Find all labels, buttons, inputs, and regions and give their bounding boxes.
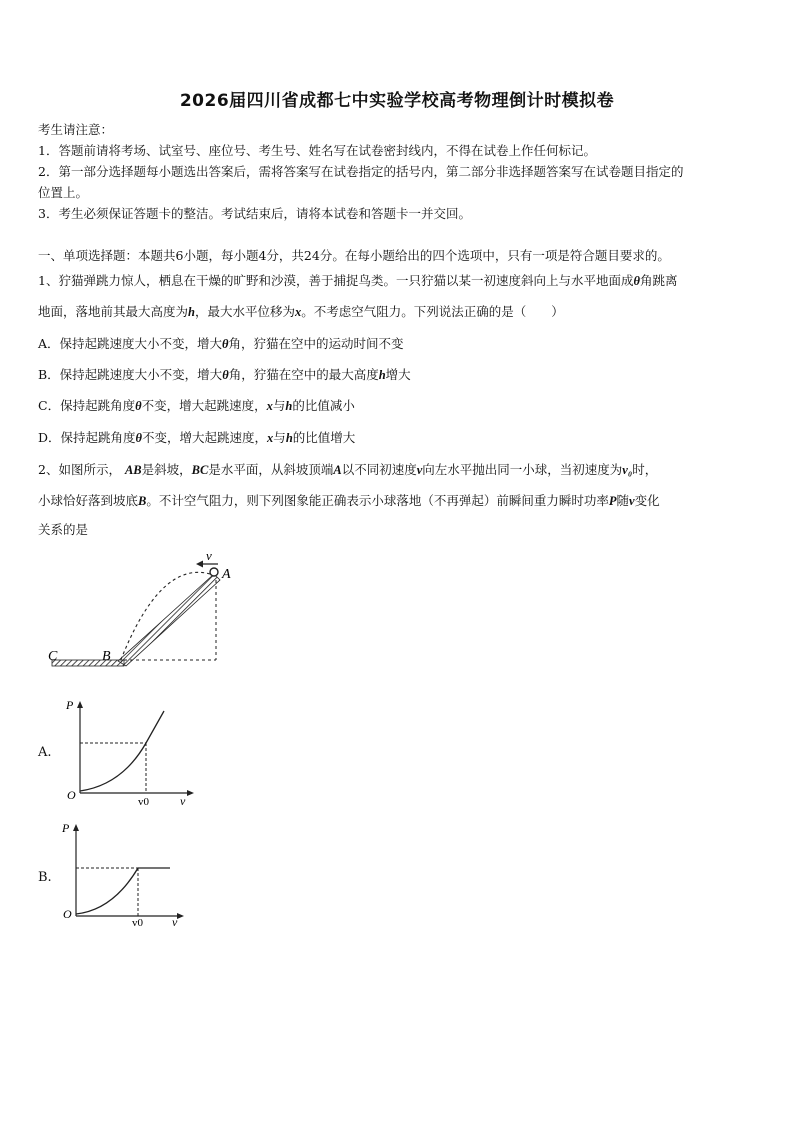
q1-line1 <box>38 271 758 289</box>
q1-option-d <box>38 428 758 446</box>
axis-label-p: P <box>66 698 74 712</box>
x-symbol: x <box>267 431 274 445</box>
option-text: 与 <box>272 398 286 413</box>
option-text: 的比值减小 <box>292 398 355 413</box>
ground-hatch <box>52 660 124 666</box>
graph-a-label: A. <box>38 745 52 760</box>
h-symbol: h <box>188 305 195 319</box>
graph-a <box>62 695 202 810</box>
q2-text: 向左水平抛出同一小球，当初速度为 <box>422 462 623 477</box>
q2-text: 小球恰好落到坡底 <box>38 493 139 508</box>
notice-item-2-cont: 位置上。 <box>38 185 89 200</box>
y-axis-arrow-icon <box>77 701 83 708</box>
a-symbol: A <box>333 463 342 477</box>
q1-text: 地面，落地前其最大高度为 <box>38 304 189 319</box>
q1-option-b <box>38 365 758 383</box>
h-symbol: h <box>285 399 293 413</box>
slope-hatch <box>118 574 220 666</box>
slope-figure <box>40 550 240 675</box>
q2-text: 2、如图所示， <box>38 462 121 477</box>
h-symbol: h <box>285 431 293 445</box>
q1-option-c <box>38 396 758 414</box>
option-text: C．保持起跳角度 <box>38 398 136 413</box>
label-a: A <box>222 567 231 582</box>
notice-item-2: 2．第一部分选择题每小题选出答案后，需将答案写在试卷指定的括号内，第二部分非选择题答案写在试卷题目指定的 <box>38 164 684 179</box>
v-symbol: v <box>416 463 423 477</box>
ab-symbol: AB <box>124 463 142 477</box>
label-v: v <box>206 548 212 563</box>
q2-line3: 关系的是 <box>38 522 89 537</box>
x-symbol: x <box>266 399 273 413</box>
h-symbol: h <box>378 368 386 382</box>
axis-label-v: v <box>172 915 178 929</box>
axis-label-p: P <box>62 821 70 835</box>
v0-label: v0 <box>138 796 149 808</box>
label-b: B <box>102 649 111 664</box>
arrow-head-icon <box>196 561 203 568</box>
notice-item-3: 3．考生必须保证答题卡的整洁。考试结束后，请将本试卷和答题卡一并交回。 <box>38 206 471 221</box>
power-curve <box>80 711 164 791</box>
q1-text: 角跳离 <box>639 273 678 288</box>
option-text: 增大 <box>385 367 411 382</box>
q2-text: 是水平面，从斜坡顶端 <box>208 462 334 477</box>
p-symbol: P <box>608 494 617 508</box>
option-text: 不变，增大起跳速度， <box>142 430 268 445</box>
graph-b <box>58 818 198 933</box>
bc-symbol: BC <box>191 463 209 477</box>
v0-label: v0 <box>132 917 143 929</box>
origin-label: O <box>63 907 72 921</box>
q2-line2 <box>38 491 758 509</box>
graph-b-label: B. <box>38 870 52 885</box>
q2-text: 是斜坡， <box>141 462 192 477</box>
q2-text: 时， <box>632 462 658 477</box>
q2-line1 <box>38 460 758 478</box>
origin-label: O <box>67 788 76 802</box>
v-symbol: v <box>629 494 635 508</box>
option-text: 角，狞猫在空中的运动时间不变 <box>228 336 404 351</box>
q1-line2 <box>38 302 758 320</box>
label-c: C <box>48 649 58 664</box>
q1-text: 1、狞猫弹跳力惊人，栖息在干燥的旷野和沙漠，善于捕捉鸟类。一只狞猫以某一初速度斜向上与水平地面成 <box>38 273 634 288</box>
v0-symbol: v₀ <box>622 463 633 477</box>
q1-text: 。不考虑空气阻力。下列说法正确的是（ ） <box>301 304 564 319</box>
option-text: A．保持起跳速度大小不变，增大 <box>38 336 223 351</box>
power-curve <box>76 868 170 914</box>
option-text: B．保持起跳速度大小不变，增大 <box>38 367 223 382</box>
notice-item-1: 1．答题前请将考场、试室号、座位号、考生号、姓名写在试卷密封线内，不得在试卷上作任何标记。 <box>38 143 596 158</box>
option-text: 不变，增大起跳速度， <box>141 398 267 413</box>
theta-symbol: θ <box>135 431 143 445</box>
theta-symbol: θ <box>633 274 640 288</box>
option-text: D．保持起跳角度 <box>38 430 136 445</box>
theta-symbol: θ <box>222 368 229 382</box>
option-text: 角，狞猫在空中的最大高度 <box>228 367 379 382</box>
x-symbol: x <box>294 305 302 319</box>
notice-heading: 考生请注意： <box>38 122 114 137</box>
section-heading: 一、单项选择题：本题共6小题，每小题4分，共24分。在每小题给出的四个选项中，只有一项是符合题目要求的。 <box>38 248 670 263</box>
q2-text: 以不同初速度 <box>341 462 417 477</box>
x-axis-arrow-icon <box>177 913 184 919</box>
q2-text: 。不计空气阻力，则下列图象能正确表示小球落地（不再弹起）前瞬间重力瞬时功率 <box>146 493 609 508</box>
axis-label-v: v <box>180 794 186 808</box>
theta-symbol: θ <box>222 337 229 351</box>
x-axis-arrow-icon <box>187 790 194 796</box>
y-axis-arrow-icon <box>73 824 79 831</box>
q2-text: 随 <box>616 493 630 508</box>
theta-symbol: θ <box>135 399 142 413</box>
q1-option-a <box>38 334 758 352</box>
q2-text: 变化 <box>634 493 660 508</box>
ball <box>210 568 218 576</box>
page-title: 2026届四川省成都七中实验学校高考物理倒计时模拟卷 <box>179 91 615 111</box>
b-symbol: B <box>138 494 147 508</box>
option-text: 与 <box>273 430 286 445</box>
option-text: 的比值增大 <box>292 430 356 445</box>
q1-text: ，最大水平位移为 <box>194 304 295 319</box>
